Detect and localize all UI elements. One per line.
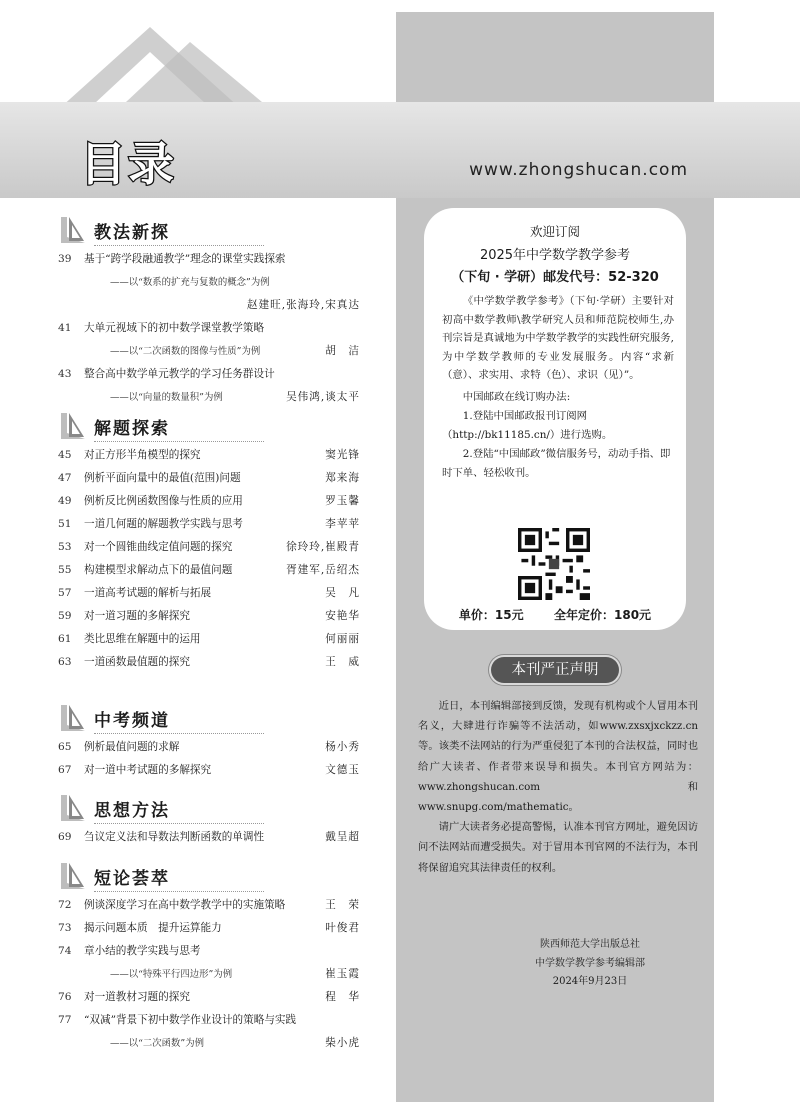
section-divider — [94, 823, 264, 824]
entry-authors: 吴 凡 — [325, 587, 360, 599]
entry-page: 43 — [58, 368, 72, 380]
section-logo-icon — [58, 411, 88, 441]
entry-subtitle: ——以“数系的扩充与复数的概念”为例 — [110, 277, 270, 288]
toc-entry[interactable] — [58, 651, 360, 674]
section-divider — [94, 441, 264, 442]
section-title: 思想方法 — [94, 800, 170, 821]
toc-entry[interactable] — [58, 917, 360, 940]
entry-authors: 崔玉霞 — [325, 968, 360, 980]
entry-page: 63 — [58, 656, 72, 668]
entry-title: 整合高中数学单元教学的学习任务群设计 — [84, 368, 275, 380]
toc-entry[interactable] — [58, 248, 360, 271]
year-price: 全年定价：180元 — [554, 608, 652, 622]
toc-entry[interactable] — [58, 559, 360, 582]
entry-authors: 王 威 — [325, 656, 360, 668]
toc-entry[interactable] — [58, 605, 360, 628]
website-url[interactable]: www.zhongshucan.com — [469, 160, 688, 180]
unit-price: 单价：15元 — [458, 608, 524, 622]
toc-entry[interactable] — [58, 536, 360, 559]
entry-page: 77 — [58, 1014, 72, 1026]
entry-page: 73 — [58, 922, 72, 934]
entry-authors: 窦光锋 — [325, 449, 360, 461]
toc-section — [58, 790, 360, 849]
section-divider — [94, 733, 264, 734]
toc-entry[interactable] — [58, 940, 360, 963]
entry-title: 例析平面向量中的最值(范围)问题 — [84, 472, 241, 484]
subscription-line3: （下旬 · 学研）邮发代号：52-320 — [451, 270, 659, 285]
entry-title: 类比思维在解题中的运用 — [84, 633, 201, 645]
section-header — [58, 790, 360, 826]
entry-title: “双减”背景下初中数学作业设计的策略与实践 — [84, 1014, 297, 1026]
entry-title: 例析反比例函数图像与性质的应用 — [84, 495, 243, 507]
toc-entry[interactable] — [58, 363, 360, 386]
entry-subtitle-row — [58, 1032, 360, 1055]
entry-page: 61 — [58, 633, 72, 645]
notice-body — [418, 696, 698, 878]
entry-page: 39 — [58, 253, 72, 265]
entry-authors: 李苹苹 — [325, 518, 360, 530]
toc-section — [58, 212, 360, 409]
entry-title: 对一个圆锥曲线定值问题的探究 — [84, 541, 233, 553]
entry-authors: 文德玉 — [325, 764, 360, 776]
page-title: 目录 — [80, 137, 176, 191]
subscription-line1: 欢迎订阅 — [529, 224, 580, 239]
entry-subtitle-row — [58, 340, 360, 363]
entry-page: 67 — [58, 764, 72, 776]
entry-page: 59 — [58, 610, 72, 622]
section-logo-icon — [58, 861, 88, 891]
toc-section — [58, 408, 360, 674]
entry-title: 例析最值问题的求解 — [84, 741, 180, 753]
toc-entry[interactable] — [58, 444, 360, 467]
subscription-method2: 2.登陆“中国邮政”微信服务号，动动手指、即时下单、轻松收刊。 — [442, 448, 671, 479]
entry-page: 41 — [58, 322, 72, 334]
subscription-method1: 1.登陆中国邮政报刊订阅网（http://bk11185.cn/）进行选购。 — [442, 410, 613, 441]
toc-entry[interactable] — [58, 490, 360, 513]
entry-authors: 罗玉馨 — [325, 495, 360, 507]
entry-title: 对一道中考试题的多解探究 — [84, 764, 212, 776]
entry-subtitle: ——以“二次函数的图像与性质”为例 — [110, 346, 261, 357]
toc-entry[interactable] — [58, 513, 360, 536]
toc-entry[interactable] — [58, 1009, 360, 1032]
entry-title: 例谈深度学习在高中数学教学中的实施策略 — [84, 899, 286, 911]
toc-entry[interactable] — [58, 317, 360, 340]
entry-authors: 吴伟鸿,谈太平 — [286, 391, 360, 403]
entry-authors: 徐玲玲,崔殿青 — [286, 541, 360, 553]
section-logo-icon — [58, 793, 88, 823]
section-title: 中考频道 — [94, 710, 170, 731]
entry-authors: 叶俊君 — [325, 922, 360, 934]
entry-page: 72 — [58, 899, 72, 911]
entry-page: 76 — [58, 991, 72, 1003]
toc-entry[interactable] — [58, 467, 360, 490]
entry-authors: 安艳华 — [325, 610, 360, 622]
entry-subtitle: ——以“二次函数”为例 — [110, 1038, 204, 1049]
entry-authors: 柴小虎 — [325, 1037, 360, 1049]
notice-signoff — [520, 936, 660, 992]
entry-title: 一道几何题的解题教学实践与思考 — [84, 518, 243, 530]
entry-title: 大单元视域下的初中数学课堂教学策略 — [84, 322, 265, 334]
section-title: 解题探索 — [94, 418, 170, 439]
qr-code-icon — [518, 528, 590, 600]
entry-page: 65 — [58, 741, 72, 753]
entry-authors: 胥建军,岳绍杰 — [286, 564, 360, 576]
entry-subtitle: ——以“向量的数量积”为例 — [110, 392, 223, 403]
entry-authors: 郑来海 — [325, 472, 360, 484]
entry-authors: 何丽丽 — [325, 633, 360, 645]
entry-authors: 戴呈超 — [325, 831, 360, 843]
section-logo-icon — [58, 703, 88, 733]
toc-entry[interactable] — [58, 736, 360, 759]
entry-authors: 程 华 — [325, 991, 360, 1003]
entry-title: 揭示问题本质 提升运算能力 — [84, 922, 222, 934]
entry-title: 一道函数最值题的探究 — [84, 656, 190, 668]
section-header — [58, 700, 360, 736]
entry-page: 69 — [58, 831, 72, 843]
notice-paragraph-2: 请广大读者务必提高警惕，认准本刊官方网址，避免因访问不法网站而遭受损失。对于冒用本刊官网的不法行为，本刊将保留追究其法律责任的权利。 — [418, 821, 698, 874]
entry-page: 74 — [58, 945, 72, 957]
entry-title: 构建模型求解动点下的最值问题 — [84, 564, 233, 576]
entry-page: 51 — [58, 518, 72, 530]
price-line — [424, 606, 686, 623]
toc-entry[interactable] — [58, 826, 360, 849]
entry-title: 基于“跨学段融通教学”理念的课堂实践探索 — [84, 253, 286, 265]
subscription-intro: 《中学数学教学参考》（下旬·学研）主要针对初高中数学教师\教学研究人员和师范院校师生,办刊宗旨是真诚地为中学数学教学的实践性研究服务,为中学数学教师的专业发展服务。内容“求新（意）、求实用、求特（色）、求识（见）”。 — [442, 295, 674, 381]
entry-subtitle-row — [58, 963, 360, 986]
entry-title: 刍议定义法和导数法判断函数的单调性 — [84, 831, 265, 843]
entry-authors: 赵建旺,张海玲,宋真达 — [246, 299, 360, 311]
toc-entry[interactable] — [58, 628, 360, 651]
toc-entry[interactable] — [58, 759, 360, 782]
section-divider — [94, 891, 264, 892]
subscription-line2: 2025年中学数学教学参考 — [479, 248, 631, 263]
entry-page: 55 — [58, 564, 72, 576]
entry-page: 53 — [58, 541, 72, 553]
subscription-box — [424, 208, 686, 630]
toc-section — [58, 700, 360, 782]
toc-entry[interactable] — [58, 894, 360, 917]
entry-title: 对正方形半角模型的探究 — [84, 449, 201, 461]
section-logo-icon — [58, 215, 88, 245]
entry-authors: 胡 洁 — [325, 345, 360, 357]
notice-paragraph-1: 近日，本刊编辑部接到反馈，发现有机构或个人冒用本刊名义，大肆进行诈骗等不法活动，如www.zxsxjxckzz.cn等。该类不法网站的行为严重侵犯了本刊的合法权益，同时也给广大读者、作者带来误导和损失。本刊官方网站为：www.zhongshucan.com 和 www.snupg.com/mathematic。 — [418, 700, 698, 814]
section-header — [58, 858, 360, 894]
entry-title: 对一道习题的多解探究 — [84, 610, 190, 622]
entry-authors: 杨小秀 — [325, 741, 360, 753]
entry-title: 对一道教材习题的探究 — [84, 991, 190, 1003]
section-title: 短论荟萃 — [94, 868, 170, 889]
entry-page: 47 — [58, 472, 72, 484]
signoff-date: 2024年9月23日 — [552, 976, 628, 987]
notice-badge: 本刊严正声明 — [491, 657, 619, 683]
entry-title: 章小结的教学实践与思考 — [84, 945, 201, 957]
section-divider — [94, 245, 264, 246]
signoff-publisher: 陕西师范大学出版总社 — [540, 939, 640, 950]
section-title: 教法新探 — [94, 222, 170, 243]
entry-subtitle-row — [58, 386, 360, 409]
section-header — [58, 212, 360, 248]
entry-page: 49 — [58, 495, 72, 507]
toc-entry[interactable] — [58, 582, 360, 605]
section-header — [58, 408, 360, 444]
toc-section — [58, 858, 360, 1055]
entry-subtitle: ——以“特殊平行四边形”为例 — [110, 969, 233, 980]
signoff-editorial: 中学数学教学参考编辑部 — [535, 957, 645, 969]
entry-title: 一道高考试题的解析与拓展 — [84, 587, 212, 599]
toc-entry[interactable] — [58, 986, 360, 1009]
entry-page: 45 — [58, 449, 72, 461]
entry-authors: 王 荣 — [325, 899, 360, 911]
entry-page: 57 — [58, 587, 72, 599]
subscription-method-title: 中国邮政在线订购办法: — [462, 391, 571, 403]
